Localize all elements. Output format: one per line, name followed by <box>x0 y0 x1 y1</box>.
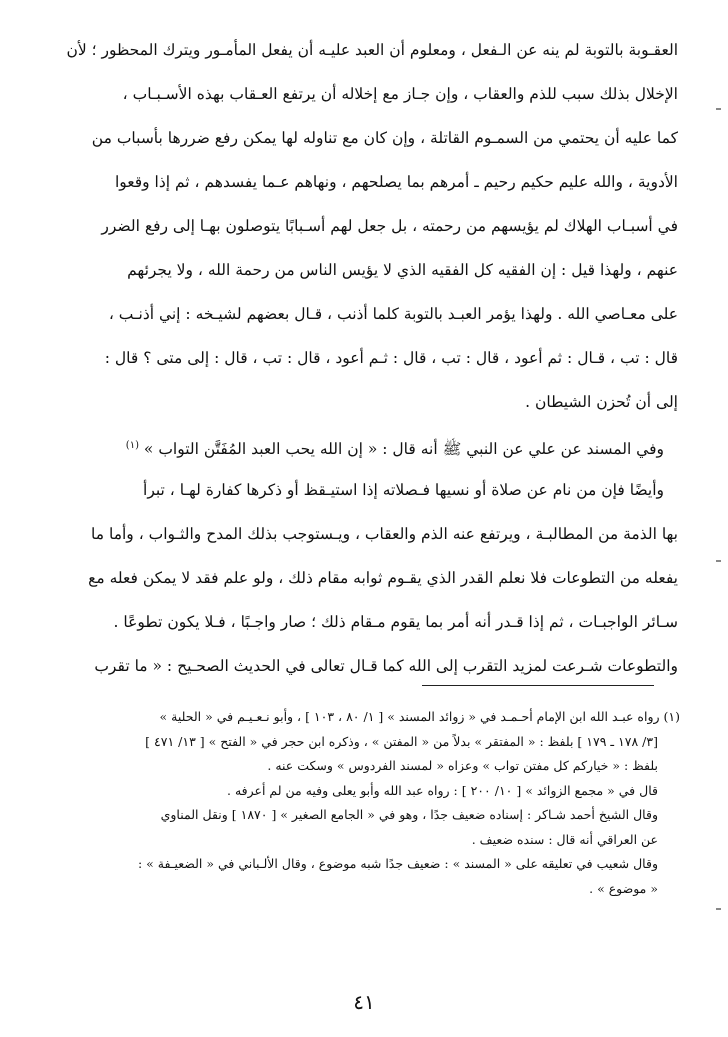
footnotes <box>60 705 680 901</box>
text-line: قال : تب ، قـال : ثم أعود ، قال : تب ، قال : ثـم أعود ، قال : تب ، قال : إلى متى ؟ قال : <box>104 349 678 367</box>
text-line: يفعله من التطوعات فلا نعلم القدر الذي يقـوم ثوابه مقام ذلك ، ولو علم فقد لا يمكن فعله مع <box>88 569 678 587</box>
footnote-line: بلفظ : « خياركم كل مفتن تواب » وعزاه « لمسند الفردوس » وسكت عنه . <box>267 758 658 773</box>
margin-mark <box>716 560 721 562</box>
footnote-line: قال في « مجمع الزوائد » [ ١٠/ ٢٠٠ ] : رواه عبد الله وأبو يعلى وفيه من لم أعرفه . <box>227 782 658 798</box>
text-line: العقـوبة بالتوبة لم ينه عن الـفعل ، ومعلوم أن العبد عليـه أن يفعل المأمـور ويترك المحظور ؛ لأن <box>66 41 678 59</box>
text-line: على معـاصي الله . ولهذا يؤمر العبـد بالتوبة كلما أذنب ، قـال بعضهم لشيـخه : إني أذنـب ، <box>108 305 678 323</box>
text-line: إلى أن تُحزن الشيطان . <box>525 393 678 411</box>
text-line: وأيضًا فإن من نام عن صلاة أو نسيها فـصلاته إذا استيـقظ أو ذكرها كفارة لهـا ، تبرأ <box>143 481 664 499</box>
footnote-reference[interactable]: (١) <box>125 440 139 451</box>
footnote-divider <box>422 685 654 686</box>
footnote-line: وقال شعيب في تعليقه على « المسند » : ضعيف جدًا شبه موضوع ، وقال الألـباني في « الضعيـفة » : <box>137 856 658 871</box>
footnote-line: « موضوع » . <box>589 880 658 896</box>
text-line: الإخلال بذلك سبب للذم والعقاب ، وإن جـاز مع إخلاله أن يرتفع العـقاب بهذه الأسـبـاب ، <box>122 85 678 103</box>
text-line: سـائر الواجبـات ، ثم إذا قـدر أنه أمر بما يقوم مـقام ذلك ؛ صار واجـبًا ، فـلا يكون تطوعًا . <box>113 613 678 631</box>
margin-mark <box>716 108 721 110</box>
footnote-line: (١) رواه عبـد الله ابن الإمام أحـمـد في « زوائد المسند » [ ١/ ٨٠ ، ١٠٣ ] ، وأبو نـعـيـم في « الحلية » <box>159 709 680 724</box>
main-text <box>62 28 678 688</box>
text-line: كما عليه أن يحتمي من السمـوم القاتلة ، وإن كان مع تناوله لها يمكن رفع ضررها بأسباب من <box>91 129 678 147</box>
text-line: وفي المسند عن علي عن النبي ﷺ أنه قال : « إن الله يحب العبد المُفَتَّن التواب » <box>143 440 664 459</box>
text-line-with-footnote <box>62 424 678 468</box>
page-number: ٤١ <box>353 990 375 1014</box>
text-line: والتطوعات شـرعت لمزيد التقرب إلى الله كما قـال تعالى في الحديث الصحـيح : « ما تقرب <box>94 657 678 675</box>
text-line: في أسبـاب الهلاك لم يؤيسهم من رحمته ، بل جعل لهم أسـبابًا يتوصلون بهـا إلى رفع الضرر <box>101 217 678 235</box>
text-line: الأدوية ، والله عليم حكيم رحيم ـ أمرهم بما يصلحهم ، ونهاهم عـما يفسدهم ، ثم إذا وقعوا <box>114 173 678 191</box>
margin-mark <box>716 908 721 910</box>
text-line: عنهم ، ولهذا قيل : إن الفقيه كل الفقيه الذي لا يؤيس الناس من رحمة الله ، ولا يجرئهم <box>127 261 678 279</box>
footnote-line: [٣/ ١٧٨ ـ ١٧٩ ] بلفظ : « المفتقر » بدلاً من « المفتن » ، وذكره ابن حجر في « الفتح » [ ١٣/ ٤٧١ ] <box>145 733 658 749</box>
text-line: بها الذمة من المطالبـة ، ويرتفع عنه الذم والعقاب ، ويـستوجب بذلك المدح والثـواب ، وأما ما <box>91 525 678 543</box>
footnote-line: وقال الشيخ أحمد شـاكر : إسناده ضعيف جدًا ، وهو في « الجامع الصغير » [ ١٨٧٠ ] ونقل المناوي <box>160 807 658 822</box>
footnote-line: عن العراقي أنه قال : سنده ضعيف . <box>471 831 658 847</box>
